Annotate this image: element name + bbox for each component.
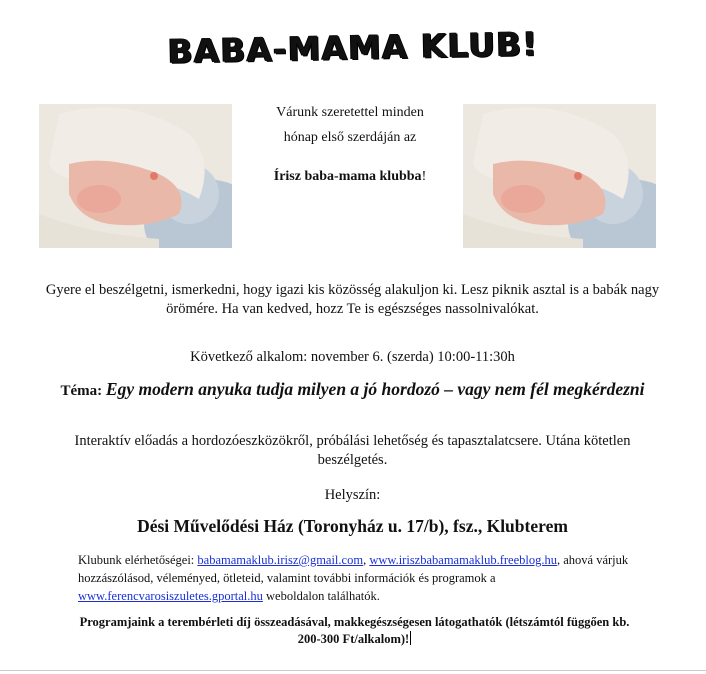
email-link[interactable]: babamamaklub.irisz@gmail.com (197, 553, 364, 567)
club-name: Írisz baba-mama klubba (273, 169, 422, 184)
intro-line-1: Várunk szeretettel minden (276, 105, 424, 120)
theme-heading (40, 378, 665, 402)
pricing-note (72, 614, 637, 648)
page-title: BABA-MAMA KLUB! (167, 24, 539, 71)
intro-exclamation: ! (421, 169, 427, 184)
invitation-text (244, 100, 456, 189)
portal-link[interactable]: www.ferencvarosiszuletes.gportal.hu (78, 589, 263, 603)
blog-link[interactable]: www.iriszbabamamaklub.freeblog.hu (369, 553, 557, 567)
pricing-text: Programjaink a terembérleti díj összeadásával, makkegészségesen látogathatók (létszámtól függően kb. 200-300 Ft/alkalom)! (79, 615, 630, 646)
next-event: Következő alkalom: november 6. (szerda) 10:00-11:30h (190, 349, 515, 365)
venue: Dési Művelődési Ház (Toronyház u. 17/b), fsz., Klubterem (137, 516, 568, 536)
text-cursor (410, 631, 411, 645)
contact-separator: , (363, 553, 367, 567)
page-divider (0, 670, 706, 671)
theme-label: Téma: (60, 383, 103, 399)
contact-suffix: weboldalon találhatók. (266, 589, 380, 603)
program-description: Interaktív előadás a hordozóeszközökről, próbálási lehetőség és tapasztalatcsere. Utána kötetlen beszélgetés. (74, 433, 631, 468)
intro-line-2: hónap első szerdáján az (283, 130, 417, 145)
contact-middle: , ahová várjuk hozzászólásod, véleményed, ötleteid, valamint további információk és programok a (78, 553, 629, 585)
contact-info (78, 551, 638, 605)
baby-photo-right (463, 104, 656, 248)
baby-photo-left (39, 104, 232, 248)
theme-topic: Egy modern anyuka tudja milyen a jó hordozó – vagy nem fél megkérdezni (105, 379, 645, 399)
contact-prefix: Klubunk elérhetőségei: (78, 553, 195, 567)
description: Gyere el beszélgetni, ismerkedni, hogy igazi kis közösség alakuljon ki. Lesz piknik asztal is a babák nagy örömére. Ha van kedved, hozz Te is egészséges nassolnivalókat. (45, 282, 660, 317)
location-label: Helyszín: (324, 487, 381, 503)
